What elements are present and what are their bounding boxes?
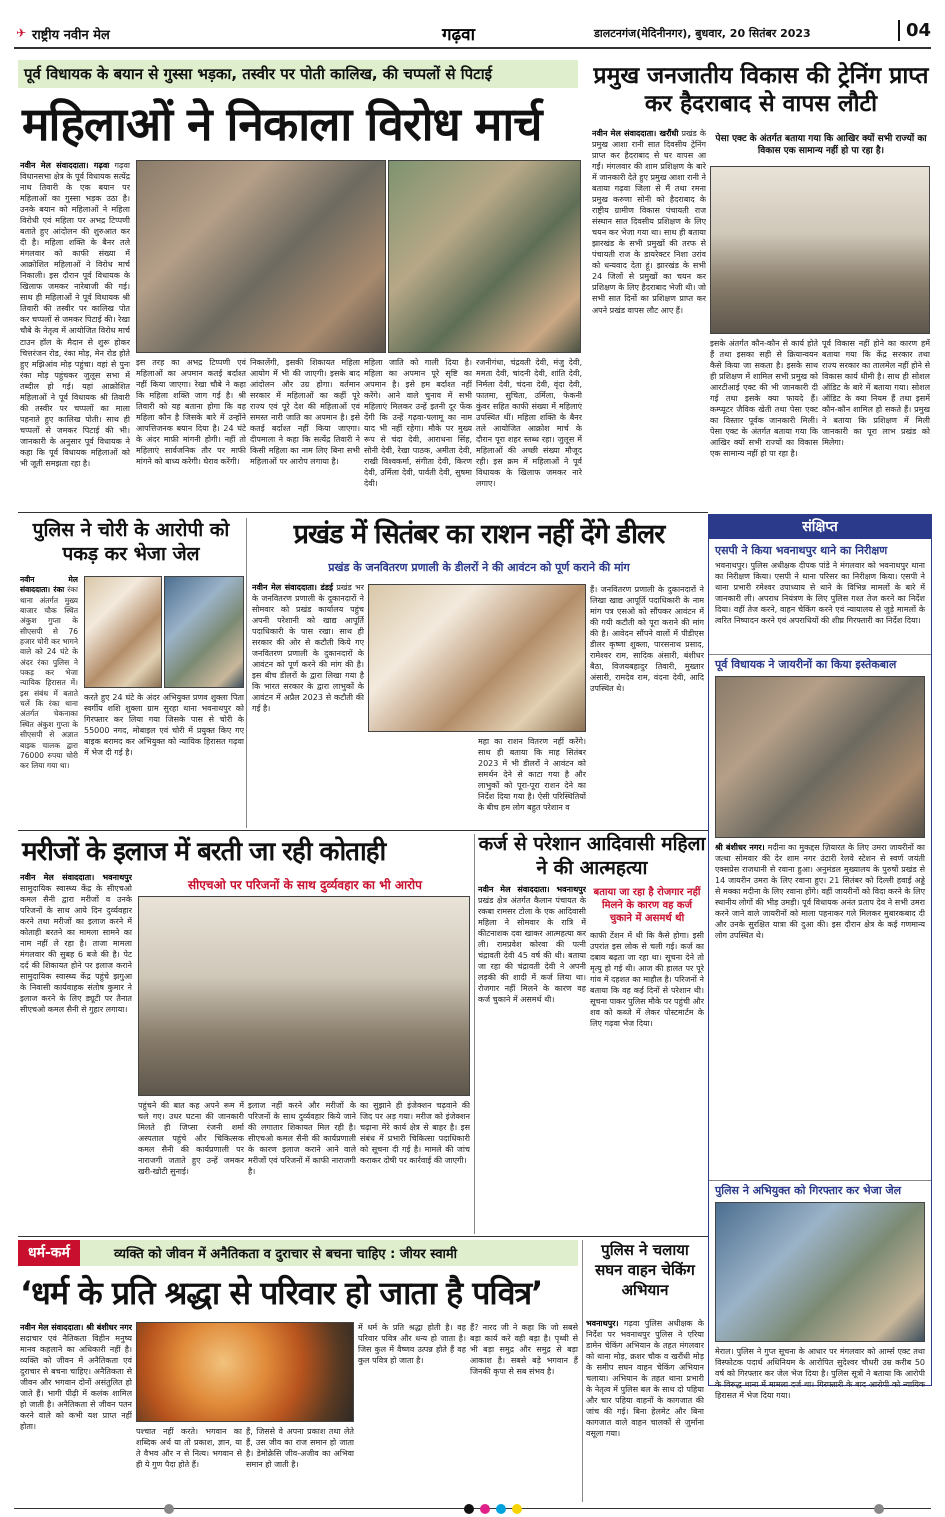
story7-col1 (20, 1322, 132, 1500)
brief-title: संक्षिप्त (709, 515, 931, 539)
story2-col3: पूर्व विकास नहीं होने का कारण हमें बताया गया कि केंद्र सरकार तथा राज्य सरकार का तालमेल नहीं होने से विकास कार्य धीमी है। साथ ही सोशल ऑडिट के बारे में बताया गया। सोशल ऑडिट के क्या नियम हैं तथा इसमें कौन-कौन शामिल हो सकते हैं। प्रमुख ने बताया कि प्रशिक्षण में मिली जानकारी का पूरा लाभ प्रखंड को मिलेगा। (822, 339, 930, 448)
story4-col1-text: प्रखंड भर के जनवितरण प्रणाली के दुकानदारों ने सोमवार को प्रखंड कार्यालय पहुंच अपनी परेशानी को खाद्य आपूर्ति पदाधिकारी के पास रखा। साथ ही सरकार की ओर से कटौती किये गए जनवितरण प्रणाली के दुकानदारों के आवंटन को पूर्ण करने की मांग की है। इस बीच डीलरों के द्वारा लिखा गया है कि भारत सरकार के द्वारा लाभुकों के आवंटन में अप्रैल 2023 से कटौती की गई है। (252, 583, 364, 714)
story7-kicker-tag: धर्म-कर्म (18, 1240, 80, 1266)
footer-bar (14, 1504, 931, 1514)
brief-box (708, 514, 932, 1401)
divider-story5 (474, 834, 475, 1234)
story1-col4: महिला जाति को गाली दिया है। महिला का अपमान पूरे सृष्टि का अपमान है। इसे हम बर्दाश्त नहीं करेंगे। आने वाले चुनाव में सभी महिलाएं मिलकर उन्हें इतनी दूर फेंक देंगी कि उन्हें गढ़वा-पलामू का नाम याद भी नहीं रहेगा। मौके पर मुख्य रूप से चंदा देवी, आराधना सिंह, सोनी देवी, रेखा पाठक, अमीता देवी, राखी विश्वकर्मा, संगीता देवी, किरण देवी, उर्मिला देवी, पार्वती देवी, सुषमा देवी। (364, 358, 472, 489)
story2-subhead: पेसा एक्ट के अंतर्गत बताया गया कि आखिर क्यों सभी राज्यों का विकास एक सामान्य नहीं हो पा रहा है। (715, 134, 927, 156)
story1-col1 (20, 160, 130, 510)
story4-col3: हैं। जनवितरण प्रणाली के दुकानदारों ने लिखा खाद्य आपूर्ति पदाधिकारी के नाम मांग पत्र एसओ को सौंपकर आवंटन में की गयी कटौती को पूरा कराने की मांग की है। आवेदन सौंपने वालों में पीडीएस डीलर कृष्णा शुक्ला, पारसनाथ प्रसाद, रामेश्वर राम, सादिक अंसारी, बंशीधर बैठा, विजयबहादुर तिवारी, मुख्तार अंसारी, रामदेव राम, वंदना देवी, आदि उपस्थित थे। (590, 585, 704, 694)
dateline: डालटनगंज(मेदिनीनगर), बुधवार, 20 सितंबर 2023 (594, 27, 811, 40)
story3-headline: पुलिस ने चोरी के आरोपी को पकड़ कर भेजा जेल (32, 519, 230, 565)
story5-col3: इलाज नहीं करने और मरीजों के परिजनों के साथ दुर्व्यवहार किये जाने की लगातार शिकायत मिल रही है। सीएचओ कमल सैनी की कार्यप्रणाली के कारण इलाज कराने आने वाले मरीजों एवं परिजनों में काफी नाराजगी है। (248, 1101, 356, 1177)
registration-mark-icon (480, 1504, 490, 1514)
story2-col2: इसके अंतर्गत कौन-कौन से कार्य होते हैं तथा इसका सही से क्रियान्वयन कैसे किया जा सकता है। इसके साथ ही प्रशिक्षण में शामिल सभी प्रमुख को आरटीआई एक्ट की भी जानकारी दी गई तथा इसके क्या फायदे हैं। कम्प्यूटर जैविक खेती तथा पेसा एक्ट का विस्तार पूर्वक जानकारी मिली। पेसा एक्ट के अंतर्गत बताया गया कि आखिर क्यों सभी राज्यों का विकास एक सामान्य नहीं हो पा रहा है। (710, 339, 818, 459)
registration-mark-icon (496, 1504, 506, 1514)
story7-byline: नवीन मेल संवाददाता। श्री बंशीधर नगर (20, 1323, 132, 1332)
story5-col4: का सुझाने ही इंजेक्शन चढ़वाने की जिद पर अड़ गया। मरीज को इंजेक्शन चढ़ाना मेरे कार्य क्षेत्र से बाहर है। इस संबंध में प्रभारी चिकित्सा पदाधिकारी को सूचना दी गई है। मामले की जांच कराकर दोषी पर कार्रवाई की जाएगी। (360, 1101, 470, 1166)
story6-byline: नवीन मेल संवाददाता। भवनाथपुर (478, 885, 586, 894)
story7-col2: पश्चात नहीं करते। भगवान का शब्दिक अर्थ या तो प्रकाश, ज्ञान, या ते वैभव और न से नित्य। भगवान से ही ये गुण पैदा होते हैं। (136, 1427, 242, 1470)
story8-col1 (586, 1318, 704, 1500)
story7-kicker-bar (18, 1240, 578, 1266)
story4-col1 (252, 582, 364, 826)
story6-col2: काफी टेंशन में थी कि कैसे होगा। इसी उपरांत इस लोक से चली गई। कर्ज का दबाव बढ़ता जा रहा था। सूचना देने तो मृत्यु हो गई थी। आज की हालत पर पूरे गांव में दहशत का माहौल है। परिजनों ने बताया कि वह कई दिनों से परेशान थी। सूचना पाकर पुलिस मौके पर पहुंची और शव को कब्जे में लेकर पोस्टमार्टम के लिए गढ़वा भेज दिया। (590, 931, 704, 1029)
story6-col1-text: प्रखंड क्षेत्र अंतर्गत कैलान पंचायत के रकबा रामसर टोला के एक आदिवासी महिला ने सोमवार के रात्रि में कीटनाशक दवा खाकर आत्महत्या कर ली। रामप्रवेश कोरवा की पत्नी चंद्रावती देवी 45 वर्ष की थी। बताया जा रहा की चंद्रावती देवी ने अपनी लड़की की शादी में कर्ज लिया था। रोजगार नहीं मिलने के कारण वह कर्ज चुकाने में असमर्थ थी। (478, 896, 586, 1005)
story7-col1-text: सदाचार एवं नैतिकता विहीन मनुष्य मानव कहलाने का अधिकारी नहीं है। व्यक्ति को जीवन में अनैतिकता एवं दुराचार से बचना चाहिए। अनैतिकता से जीवन और भगवान दोनों असंतुलित हो जाते हैं। भागी पीढ़ी में कलंक शामिल हो जाती है। अनैतिकता से जीवन पतन करने वाले को कभी यश प्राप्त नहीं होता। (20, 1334, 132, 1432)
divider-story3 (246, 518, 247, 828)
divider-row2 (18, 830, 708, 831)
story3-col1-text: रंका थाना अंतर्गत मुख्य बाजार चौक स्थित अंकुश गुप्ता के सीएसपी से 76 हजार चोरी कर भागने वाले को 24 घंटे के अंदर रंका पुलिस ने पकड़ कर भेजा न्यायिक हिरासत में। इस संबंध में बताते चलें कि रंका थाना अंतर्गत चेकनाका स्थित अंकुश गुप्ता के सीएसपी से अज्ञात बाइक चालक द्वारा 76000 रुपया चोरी कर लिया गया था। (20, 585, 78, 771)
story1-photo-1 (136, 160, 386, 353)
story8-headline: पुलिस ने चलाया सघन वाहन चेकिंग अभियान (595, 1241, 695, 1299)
story6-headline: कर्ज से परेशान आदिवासी महिला ने की आत्महत्या (478, 833, 706, 879)
story7-photo (136, 1322, 354, 1422)
brief-item3-head: पुलिस ने अभियुक्त को गिरफ्तार कर भेजा जेल (709, 1180, 931, 1198)
page-number: 04 (898, 20, 931, 41)
story1-col5: रजनीगंधा, चंद्रवती देवी, मंजु देवी, ममता देवी, चांदनी देवी, शांति देवी, निर्मला देवी, चंदना देवी, वृंदा देवी, फातमा, सुचिता, उर्मिला, फेकनी कुंवर सहित काफी संख्या में महिलाएं उपस्थित थीं। महिला शक्ति के बैनर तले आयोजित आक्रोश मार्च के दौरान पूरा शहर स्तब्ध रहा। जुलूस में महिलाओं की अच्छी संख्या मौजूद रही। इस क्रम में महिलाओं ने पूर्व विधायक के खिलाफ जमकर नारे लगाए। (476, 358, 582, 489)
story7-col4: में धर्म के प्रति श्रद्धा होती है। वह परिवार पवित्र और धन्य हो जाता है। जिस कुल में वैष्णव उत्पन्न होते हैं वह कुल पवित्र हो जाता है। (358, 1323, 466, 1366)
brief-item3-text: मेराल। पुलिस ने गुप्त सूचना के आधार पर मंगलवार को आर्म्स एक्ट तथा विस्फोटक पदार्थ अधिनियम के आरोपित सुदेश्वर चौधरी उम्र करीब 50 वर्ष को गिरफ्तार कर जेल भेज दिया है। पुलिस सूत्रों ने बताया कि आरोपी के विरुद्ध थाना में मामला दर्ज था। गिरफ्तारी के बाद आरोपी को न्यायिक हिरासत में भेज दिया गया। (715, 1347, 925, 1401)
brief-item1-text: भवनाथपुर। पुलिस अधीक्षक दीपक पांडे ने मंगलवार को भवनाथपुर थाना का निरीक्षण किया। एसपी ने थाना परिसर का निरीक्षण किया। एसपी ने थाना प्रभारी रमेश्वर उपाध्याय से थाने के विभिन्न मामलों के बारे में जानकारी ली। अपराध नियंत्रण के लिए पुलिस गश्त तेज करने का निर्देश दिया। वहीं तेज करने, वाहन चेकिंग करने एवं न्यायालय से जुड़े मामलों के त्वरित निष्पादन करने एवं अपराधियों की शीघ्र गिरफ्तारी का निर्देश दिया। (715, 561, 925, 626)
story3-photo-1 (84, 576, 162, 688)
story8-col1-text: गढ़वा पुलिस अधीक्षक के निर्देश पर भवनाथपुर पुलिस ने एरिया डामेन चेकिंग अभियान के तहत मंगलवार को थाना मोड़, क्रशर चौक व खरौंधी मोड़ के समीप सघन वाहन चेकिंग अभियान चलाया। अभियान के तहत थाना प्रभारी के नेतृत्व में पुलिस बल के साथ दो पहिया और चार पहिया वाहनों के कागजात की जांच की गई। बिना हेलमेट और बिना कागजात वाले वाहन चालकों से जुर्माना वसूला गया। (586, 1319, 704, 1439)
story5-col1-text: सामुदायिक स्वास्थ्य केंद्र के सीएचओ कमल सैनी द्वारा मरीजों व उनके परिजनों के साथ आये दिन दुर्व्यवहार करने तथा मरीजों का इलाज करने में कोताही बरतने का मामला सामने का नाम नहीं ले रहा है। ताजा मामला मंगलवार की सुबह 6 बजे की है। पेट दर्द की शिकायत होने पर इलाज कराने सामुदायिक स्वास्थ्य केंद्र पहुंचे झगुआ के निवासी कार्यवाहक संतोष कुमार ने इलाज करने के लिए ड्यूटी पर तैनात सीएचओ कमल सैनी से गुहार लगाया। (20, 884, 132, 1015)
story4-byline: नवीन मेल संवाददाता। डंडई (252, 583, 334, 592)
story3-col1 (20, 575, 78, 825)
story2-col1 (592, 128, 706, 508)
registration-mark-icon (164, 1504, 174, 1514)
story4-photo (368, 584, 586, 732)
story6-subhead: बताया जा रहा है रोजगार नहीं मिलने के कारण वह कर्ज चुकाने में असमर्थ थी (593, 887, 701, 924)
story5-headline: मरीजों के इलाज में बरती जा रही कोताही (22, 837, 386, 867)
masthead (14, 22, 931, 46)
story1-headline: महिलाओं ने निकाला विरोध मार्च (22, 97, 542, 151)
story2-byline: नवीन मेल संवाददाता। खरौंधी (592, 129, 679, 138)
story1-kicker (18, 60, 578, 88)
story1-col3: निकालेंगी, इसकी शिकायत महिला आयोग में भी की जाएगी। इसके बाद आंदोलन और उग्र होगा। वर्तमान सरकार में महिलाओं का कहीं पूरे राज्य एवं पूरे देश की महिलाओं एवं समस्त नारी जाति का अपमान है। इसे कतई बर्दाश्त नहीं किया जाएगा। दीपमाला ने कहा कि सत्येंद्र तिवारी ने किसी महिला का नाम लिए बिना सभी महिलाओं पर आरोप लगाया है। (250, 358, 360, 467)
story1-byline: नवीन मेल संवाददाता। गढ़वा (20, 161, 110, 170)
brief-item2-photo (715, 676, 925, 838)
story1-photo-2 (388, 160, 581, 353)
story6-col1 (478, 884, 586, 1232)
story5-subhead: सीएचओ पर परिजनों के साथ दुर्व्यवहार का भी आरोप (188, 878, 422, 892)
brief-item1-head: एसपी ने किया भवनाथपुर थाने का निरीक्षण (715, 544, 888, 557)
brief-item3-photo (715, 1202, 925, 1342)
brief-item2-text (709, 842, 931, 1180)
story1-kicker-text: पूर्व विधायक के बयान से गुस्सा भड़का, तस्वीर पर पोती कालिख, की चप्पलों से पिटाई (24, 65, 492, 83)
story3-photo-2 (164, 576, 244, 688)
story5-byline: नवीन मेल संवाददाता। भवनाथपुर (20, 873, 132, 882)
story2-col1-text: प्रखंड के प्रमुख आशा रानी सात दिवसीय ट्रेनिंग प्राप्त कर हैदराबाद से घर वापस आ गईं। मंगलवार की शाम प्रशिक्षण के बारे में जानकारी देते हुए प्रमुख आशा रानी ने बताया गढ़वा जिला से मैं तथा रमना प्रमुख करुणा सोनी को हैदराबाद के राष्ट्रीय ग्रामीण विकास पंचायती राज संस्थान सात दिवसीय प्रशिक्षण के लिए चयन कर भेजा गया था। साथ ही बताया झारखंड के सभी प्रमुखों की तरफ से पंचायती राज के डायरेक्टर निशा उरांव को धन्यवाद देता हूं। झारखंड के सभी 24 जिलों से प्रमुखों का चयन कर प्रशिक्षण के लिए हैदराबाद भेजी थी। जो सभी सात दिनों का प्रशिक्षण प्राप्त कर अपने प्रखंड वापस लौट आए हैं। (592, 129, 706, 315)
story2-headline: प्रमुख जनजातीय विकास की ट्रेनिंग प्राप्त कर हैदराबाद से वापस लौटी (593, 63, 929, 117)
story7-col5: हैं? नारद जी ने कहा कि जो सबसे बड़ा कार्य करे वही बड़ा है। पृथ्वी से भी बड़ा समुद्र और समुद्र से बड़ा आकाश है। सबसे बड़े भगवान हैं जिनकी कृपा से सब संभव है। (470, 1323, 578, 1377)
story3-col2: करते हुए 24 घंटे के अंदर अभियुक्त प्रणव शुक्ला पिता स्वर्गीय शशि शुक्ला ग्राम सुरहा थाना भवनाथपुर को गिरफ्तार कर लिया गया जिसके पास से चोरी के 55000 नगद, मोबाइल एवं चोरी में प्रयुक्त किए गए बाइक बरामद कर अभियुक्त को न्यायिक हिरासत गढ़वा में भेज दी गई है। (84, 693, 244, 758)
divider-row3 (18, 1236, 708, 1237)
story2-photo (710, 166, 930, 334)
story1-col1-text: गढ़वा विधानसभा क्षेत्र के पूर्व विधायक सत्येंद्र नाथ तिवारी के एक बयान पर महिलाओं का गुस्सा भड़क उठा है। उनके बयान को महिलाओं ने महिला विरोधी एवं महिला पर अभद्र टिप्पणी बताते हुए आंदोलन की शुरुआत कर दी है। महिला शक्ति के बैनर तले मंगलवार को काफी संख्या में आक्रोशित महिलाओं ने विरोध मार्च निकाली। इस दौरान पूर्व विधायक के खिलाफ जमकर नारेबाजी की गई। साथ ही महिलाओं ने पूर्व विधायक श्री तिवारी की तस्वीर पर कालिख पोत कर चप्पलों से जमकर पिटाई की। रेखा चौबे के नेतृत्व में आयोजित विरोध मार्च टाउन हॉल के मैदान से शुरू होकर चित्तरंजन रोड, रंका मोड़, मेन रोड होते हुए मझिआंव मोड़ पहुंचा। वहां से पुनः रंका मोड़ पहुंचकर जुलूस सभा में तब्दील हो गई। यहां आक्रोशित महिलाओं ने पूर्व विधायक श्री तिवारी की तस्वीर पर चप्पलों का माला पहनाते हुए कालिख पोती। साथ ही चप्पलों से जमकर पिटाई की भी। जानकारी के अनुसार पूर्व विधायक ने कहा कि पूर्व विधायक महिलाओं को भी जूती समझता रहा है। (20, 161, 130, 468)
divider-story7 (582, 1240, 583, 1502)
story5-col1 (20, 872, 132, 1232)
story4-headline: प्रखंड में सितंबर का राशन नहीं देंगे डीलर (293, 519, 665, 550)
story1-col2: इस तरह का अभद्र टिप्पणी एवं महिलाओं का अपमान कतई बर्दाश्त नहीं किया जाएगा। रेखा चौबे ने कहा कि महिला शक्ति जाग गई है। श्री तिवारी को यह बताना होगा कि वह महिला कौन है जिसके बारे में उन्होंने आपत्तिजनक बयान दिया है। 24 घंटे के अंदर माफ़ी मांगनी होगी। नहीं तो महिलाएं सार्वजनिक तौर पर माफी मांगने को बाध्य करेगी। घेराव करेंगी। (136, 358, 246, 467)
story4-col2b (368, 736, 474, 826)
registration-mark-icon (464, 1504, 474, 1514)
story3-byline: नवीन मेल संवाददाता। रंका (20, 575, 78, 595)
story7-kicker-text: व्यक्ति को जीवन में अनैतिकता व दुराचार से बचना चाहिए : जीयर स्वामी (114, 1247, 458, 1262)
registration-mark-icon (512, 1504, 522, 1514)
story4-subhead: प्रखंड के जनवितरण प्रणाली के डीलरों ने की आवंटन को पूर्ण कराने की मांग (328, 561, 630, 574)
brief-item2-byline: श्री बंशीधर नगर। (715, 843, 765, 852)
brand-bird-icon: ✈ (16, 26, 27, 40)
story4-col2: महा का राशन वितरण नहीं करेंगे। साथ ही बताया कि माह सितंबर 2023 में भी डीलरों ने आवंटन को समर्थन देने से काटा गया है और लाभुकों को पूरा-पूरा राशन देने का निर्देश दिया गया है। ऐसी परिस्थितियों के बीच हम लोग बहुत परेशान व (478, 737, 586, 813)
story7-headline: ‘धर्म के प्रति श्रद्धा से परिवार हो जाता है पवित्र’ (20, 1274, 543, 1312)
brief-item2-body: मदीना का मुकद्दस ज़ियारत के लिए उमरा जायरीनों का जत्था सोमवार की देर शाम नगर उंटारी रेलवे स्टेशन से स्वर्ण जयंती एक्सप्रेस राजधानी से रवाना हुआ। अनुमंडल मुख्यालय के पुरुषों प्रखंड से 14 जायरीन उमरा के लिए रवाना हुए। 21 सितंबर को दिल्ली हवाई अड्डे से मक्का मदीना के लिए रवाना होंगे। वहीं जायरीनों को विदा करने के लिए स्थानीय लोगों की भीड़ उमड़ी। पूर्व विधायक अनंत प्रताप देव ने सभी उमरा करने जाने वाले जायरीनों को माला पहनाकर गले मिलकर मुबारकबाद दी और उनके सुरक्षित यात्रा की दुआ की। इस दौरान क्षेत्र के कई गणमान्य लोग उपस्थित थे। (715, 843, 926, 941)
section-name: गढ़वा (442, 25, 475, 45)
story7-col3: हैं, जिससे वे अपना प्रकाश तथा लेते हैं, उस जीव का राज समान हो जाता है। डेमोक्रेसि जीव-अजीव का अभिवा समान हो जाती है। (246, 1427, 354, 1470)
brief-item2-head: पूर्व विधायक ने जायरीनों का किया इस्तेकबाल (709, 654, 931, 672)
masthead-rule (14, 47, 931, 49)
brand-name: राष्ट्रीय नवीन मेल (32, 28, 110, 43)
story5-col2: पहुंचने की बात कह अपने रूम में चले गए। उधर घटना की जानकारी मिलते ही जिप्सा रंजनी शर्मा अस्पताल पहुंचे और चिकित्सक कमल सैनी की कार्यप्रणाली पर नाराजगी जताते हुए उन्हें जमकर खरी-खोटी सुनाई। (138, 1101, 244, 1177)
story5-photo (138, 896, 470, 1096)
story8-byline: भवनाथपुर। (586, 1319, 619, 1328)
registration-mark-icon (874, 1504, 884, 1514)
divider-row1 (18, 512, 708, 513)
